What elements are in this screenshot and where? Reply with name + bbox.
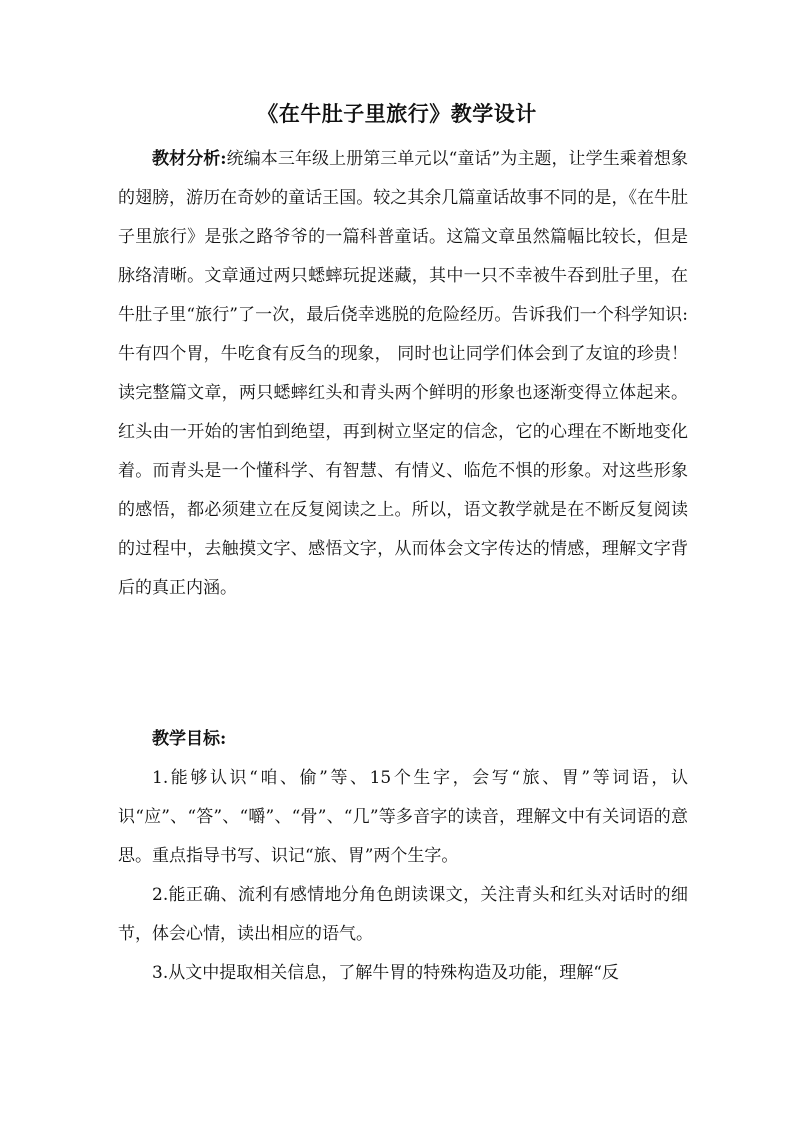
goal-item-3: 3.从文中提取相关信息，了解牛胃的特殊构造及功能，理解“反 [152, 963, 619, 983]
goals-heading: 教学目标: [152, 729, 227, 749]
analysis-label: 教材分析 [152, 149, 221, 169]
analysis-paragraph [118, 140, 688, 608]
analysis-text: 统编本三年级上册第三单元以“童话”为主题，让学生乘着想象的翅膀，游历在奇妙的童话王国。较之其余几篇童话故事不同的是，《在牛肚子里旅行》是张之路爷爷的一篇科普童话。这篇文章虽然篇幅比较长，但是脉络清晰。文章通过两只蟋蟀玩捉迷藏，其中一只不幸被牛吞到肚子里，在牛肚子里“旅行”了一次，最后侥幸逃脱的危险经历。告诉我们一个科学知识:牛有四个胃，牛吃食有反刍的现象， 同时也让同学们体会到了友谊的珍贵！读完整篇文章，两只蟋蟀红头和青头两个鲜明的形象也逐渐变得立体起来。红头由一开始的害怕到绝望，再到树立坚定的信念，它的心理在不断地变化着。而青头是一个懂科学、有智慧、有情义、临危不惧的形象。对这些形象的感悟，都必须建立在反复阅读之上。所以，语文教学就是在不断反复阅读的过程中，去触摸文字、感悟文字，从而体会文字传达的情感，理解文字背后的真正内涵。 [118, 149, 688, 598]
goal-item-2: 2.能正确、流利有感情地分角色朗读课文，关注青头和红头对话时的细节，体会心情，读出相应的语气。 [118, 885, 688, 944]
analysis-label-colon: : [220, 149, 227, 169]
goal-item-1: 1.能够认识“咱、偷”等、15个生字，会写“旅、胃”等词语，认识“应”、“答”、“嚼”、“骨”、“几”等多音字的读音，理解文中有关词语的意思。重点指导书写、识记“旅、胃”两个生字。 [118, 768, 688, 866]
goals-section [118, 720, 688, 993]
analysis-section [118, 140, 688, 608]
document-title: 《在牛肚子里旅行》教学设计 [257, 101, 537, 126]
